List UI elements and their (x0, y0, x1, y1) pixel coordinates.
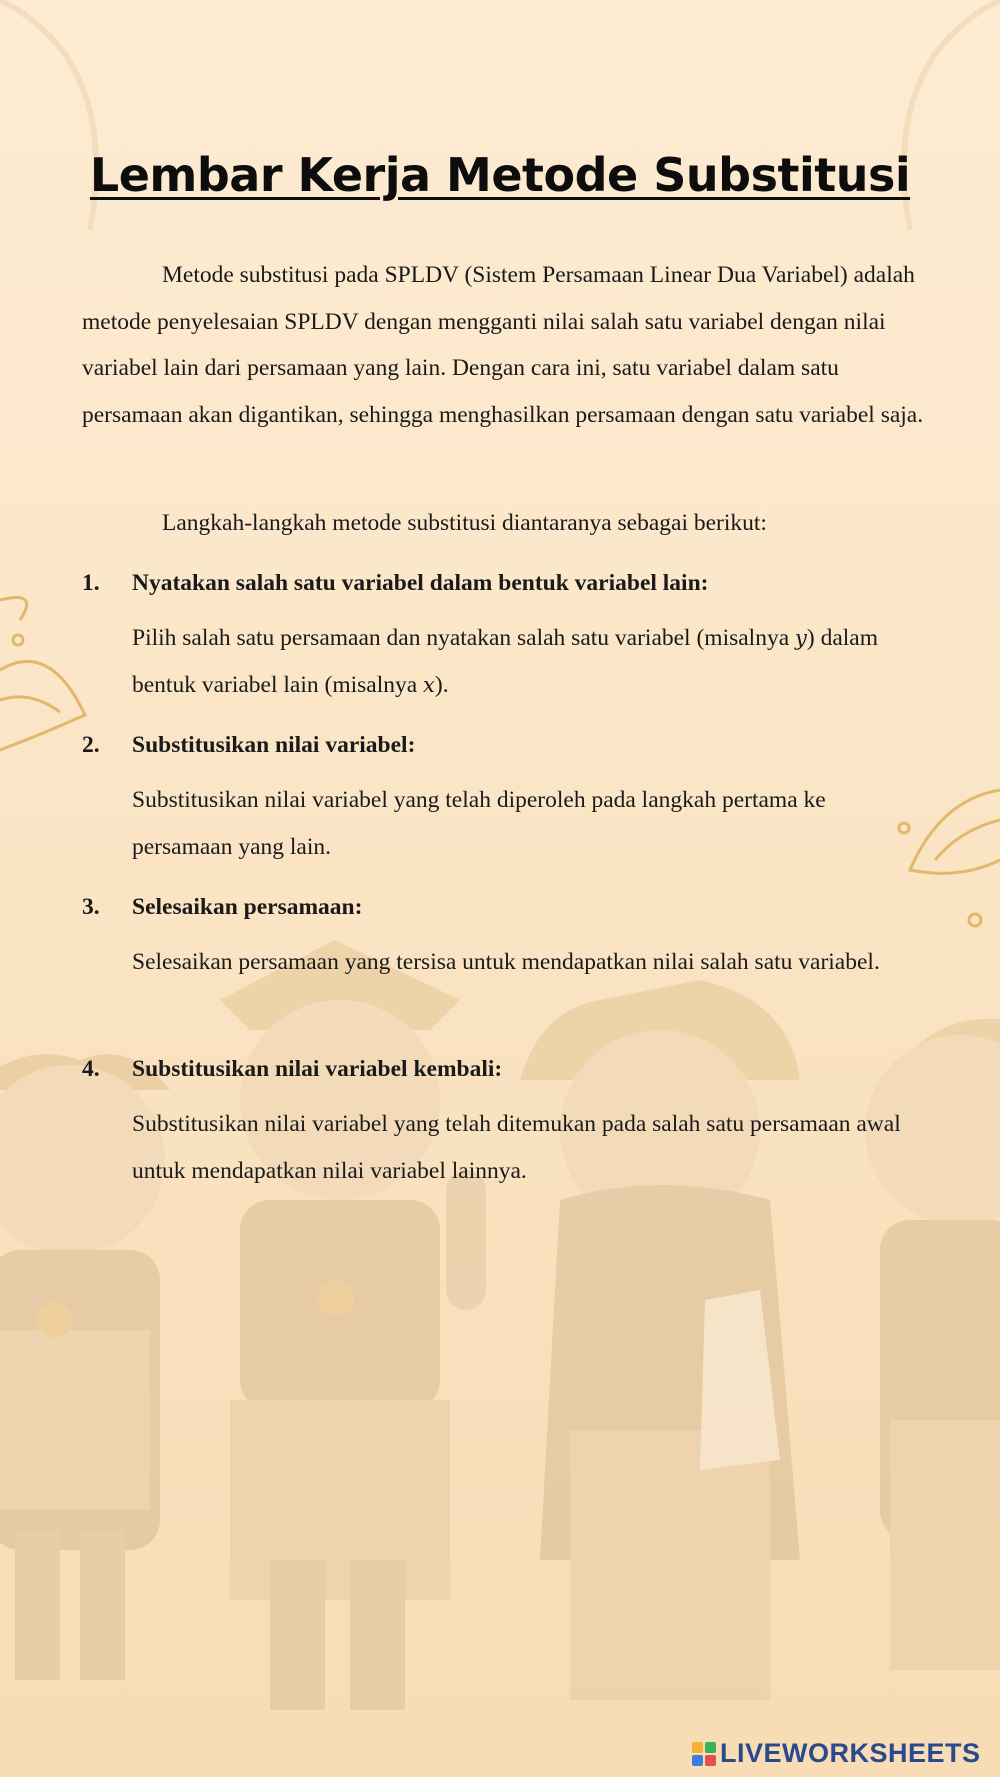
step-1-number: 1. (82, 570, 100, 596)
liveworksheets-logo-icon (692, 1742, 716, 1766)
step-3-title: Selesaikan persamaan: (132, 894, 363, 920)
step-1-body-part-b: ) dalam bentuk variabel lain (misalnya (132, 625, 879, 698)
logo-square-4 (705, 1755, 716, 1766)
step-1-body (132, 615, 922, 708)
step-1-title: Nyatakan salah satu variabel dalam bentuk variabel lain: (132, 570, 709, 596)
math-variable-x: x (423, 672, 435, 697)
step-2-body: Substitusikan nilai variabel yang telah diperoleh pada langkah pertama ke persamaan yang lain. (132, 787, 826, 860)
step-4-number: 4. (82, 1056, 100, 1082)
step-4-body: Substitusikan nilai variabel yang telah ditemukan pada salah satu persamaan awal untuk mendapatkan nilai variabel lainnya. (132, 1111, 901, 1184)
math-variable-y: y (795, 626, 807, 650)
step-3-number: 3. (82, 894, 100, 920)
step-3-body: Selesaikan persamaan yang tersisa untuk mendapatkan nilai salah satu variabel. (132, 949, 880, 975)
logo-square-3 (692, 1755, 703, 1766)
step-4-title: Substitusikan nilai variabel kembali: (132, 1056, 503, 1082)
step-2-title: Substitusikan nilai variabel: (132, 732, 416, 758)
liveworksheets-wordmark: LIVEWORKSHEETS (720, 1738, 981, 1768)
step-2-number: 2. (82, 732, 100, 758)
steps-intro: Langkah-langkah metode substitusi diantaranya sebagai berikut: (162, 510, 767, 536)
logo-square-2 (705, 1742, 716, 1753)
liveworksheets-brand[interactable] (692, 1738, 981, 1769)
page-title: Lembar Kerja Metode Substitusi (89, 148, 911, 202)
step-1-body-part-a: Pilih salah satu persamaan dan nyatakan salah satu variabel (misalnya (132, 625, 796, 651)
logo-square-1 (692, 1742, 703, 1753)
intro-paragraph: Metode substitusi pada SPLDV (Sistem Persamaan Linear Dua Variabel) adalah metode penyelesaian SPLDV dengan mengganti nilai salah satu variabel dengan nilai variabel lain dari persamaan yang lain. Dengan cara ini, satu variabel dalam satu persamaan akan digantikan, sehingga menghasilkan persamaan dengan satu variabel saja. (82, 262, 924, 428)
step-1-body-part-c: ). (434, 671, 449, 698)
